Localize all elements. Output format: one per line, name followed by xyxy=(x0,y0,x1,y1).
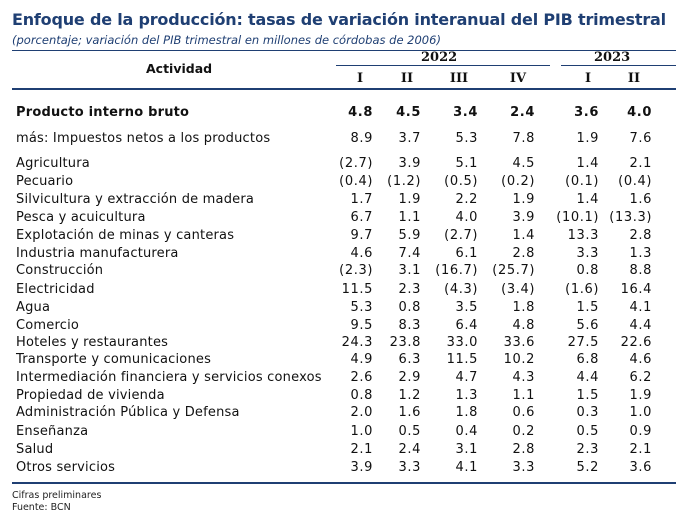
row-value: 1.6 xyxy=(629,192,652,207)
table-row xyxy=(16,105,676,123)
row-label: Construcción xyxy=(16,263,104,278)
row-value: 4.7 xyxy=(455,370,478,385)
row-value: 0.8 xyxy=(576,263,599,278)
table-row xyxy=(16,300,676,318)
row-value: (2.7) xyxy=(339,156,373,171)
column-header-activity: Actividad xyxy=(146,61,213,76)
row-value: 33.6 xyxy=(503,335,535,350)
row-label: Silvicultura y extracción de madera xyxy=(16,192,255,207)
row-value: 27.5 xyxy=(567,335,599,350)
row-value: 1.9 xyxy=(576,131,599,146)
row-value: 3.5 xyxy=(455,300,478,315)
row-value: 1.5 xyxy=(576,388,599,403)
footnote-preliminary: Cifras preliminares xyxy=(12,490,102,501)
column-header-quarter: I xyxy=(356,71,364,86)
row-value: (1.2) xyxy=(387,174,421,189)
row-value: (0.4) xyxy=(339,174,373,189)
row-value: 2.2 xyxy=(455,192,478,207)
row-label: Propiedad de vivienda xyxy=(16,388,165,403)
row-value: 4.5 xyxy=(512,156,535,171)
row-value: 1.1 xyxy=(512,388,535,403)
row-value: 5.9 xyxy=(398,228,421,243)
row-label: Comercio xyxy=(16,318,80,333)
row-value: (0.2) xyxy=(501,174,535,189)
row-value: 2.6 xyxy=(350,370,373,385)
row-value: 10.2 xyxy=(503,352,535,367)
report-subtitle: (porcentaje; variación del PIB trimestral en millones de córdobas de 2006) xyxy=(12,33,441,47)
table-row xyxy=(16,282,676,300)
row-value: 5.3 xyxy=(350,300,373,315)
row-label: Transporte y comunicaciones xyxy=(16,352,212,367)
row-value: 1.9 xyxy=(629,388,652,403)
row-value: 8.3 xyxy=(398,318,421,333)
year-2023-rule xyxy=(561,65,676,66)
row-label: Industria manufacturera xyxy=(16,246,179,261)
row-value: 1.0 xyxy=(629,405,652,420)
row-value: 2.9 xyxy=(398,370,421,385)
row-value: (0.1) xyxy=(565,174,599,189)
row-value: 0.5 xyxy=(576,424,599,439)
row-value: 2.8 xyxy=(512,442,535,457)
table-row xyxy=(16,335,676,353)
row-value: 4.0 xyxy=(455,210,478,225)
row-value: (0.5) xyxy=(444,174,478,189)
column-header-quarter: II xyxy=(627,71,641,86)
row-label: más: Impuestos netos a los productos xyxy=(16,131,271,146)
row-value: 2.3 xyxy=(576,442,599,457)
row-value: 6.1 xyxy=(455,246,478,261)
row-value: 0.6 xyxy=(512,405,535,420)
row-value: 3.1 xyxy=(455,442,478,457)
row-value: 2.8 xyxy=(512,246,535,261)
row-label: Pecuario xyxy=(16,174,74,189)
row-value: 4.6 xyxy=(350,246,373,261)
row-value: 4.3 xyxy=(512,370,535,385)
row-value: 1.4 xyxy=(512,228,535,243)
row-value: 1.9 xyxy=(512,192,535,207)
row-value: 1.5 xyxy=(576,300,599,315)
row-value: 2.3 xyxy=(398,282,421,297)
row-value: 4.9 xyxy=(350,352,373,367)
row-label: Salud xyxy=(16,442,54,457)
row-value: 2.4 xyxy=(398,442,421,457)
row-value: 6.2 xyxy=(629,370,652,385)
row-value: 0.9 xyxy=(629,424,652,439)
row-value: 3.4 xyxy=(453,105,478,120)
row-value: 4.4 xyxy=(629,318,652,333)
row-value: 3.6 xyxy=(574,105,599,120)
row-value: 5.3 xyxy=(455,131,478,146)
table-row xyxy=(16,442,676,460)
row-value: 2.8 xyxy=(629,228,652,243)
row-value: 0.8 xyxy=(398,300,421,315)
row-label: Hoteles y restaurantes xyxy=(16,335,169,350)
column-header-quarter: II xyxy=(400,71,414,86)
table-row xyxy=(16,131,676,149)
row-value: 6.8 xyxy=(576,352,599,367)
table-row xyxy=(16,174,676,192)
row-label: Explotación de minas y canteras xyxy=(16,228,235,243)
table-row xyxy=(16,263,676,281)
row-value: 2.0 xyxy=(350,405,373,420)
row-value: 4.6 xyxy=(629,352,652,367)
row-value: 1.3 xyxy=(455,388,478,403)
year-2022-rule xyxy=(336,65,550,66)
column-header-year-2022: 2022 xyxy=(421,50,458,65)
row-value: (16.7) xyxy=(435,263,478,278)
row-value: (3.4) xyxy=(501,282,535,297)
row-value: 0.3 xyxy=(576,405,599,420)
row-value: 3.6 xyxy=(629,460,652,475)
row-value: 4.1 xyxy=(455,460,478,475)
table-row xyxy=(16,352,676,370)
row-value: 4.8 xyxy=(512,318,535,333)
row-label: Electricidad xyxy=(16,282,95,297)
row-value: 9.5 xyxy=(350,318,373,333)
row-value: 22.6 xyxy=(620,335,652,350)
row-value: 4.0 xyxy=(627,105,652,120)
row-label: Otros servicios xyxy=(16,460,116,475)
row-value: 0.5 xyxy=(398,424,421,439)
row-label: Agua xyxy=(16,300,51,315)
row-value: 0.8 xyxy=(350,388,373,403)
row-value: 4.8 xyxy=(348,105,373,120)
row-value: (2.3) xyxy=(339,263,373,278)
row-label: Enseñanza xyxy=(16,424,89,439)
row-value: 2.1 xyxy=(350,442,373,457)
row-value: 5.6 xyxy=(576,318,599,333)
table-bottom-rule xyxy=(12,482,676,484)
row-value: 6.4 xyxy=(455,318,478,333)
row-value: 1.9 xyxy=(398,192,421,207)
row-value: 7.6 xyxy=(629,131,652,146)
row-value: 6.7 xyxy=(350,210,373,225)
row-value: 0.4 xyxy=(455,424,478,439)
header-top-rule xyxy=(12,50,676,51)
table-row xyxy=(16,210,676,228)
row-value: 5.2 xyxy=(576,460,599,475)
row-value: 9.7 xyxy=(350,228,373,243)
row-value: 1.2 xyxy=(398,388,421,403)
row-label: Producto interno bruto xyxy=(16,105,190,120)
row-value: (4.3) xyxy=(444,282,478,297)
row-value: 4.4 xyxy=(576,370,599,385)
row-label: Intermediación financiera y servicios conexos xyxy=(16,370,322,385)
table-row xyxy=(16,192,676,210)
row-value: 1.4 xyxy=(576,192,599,207)
column-header-year-2023: 2023 xyxy=(594,50,631,65)
footnote-source: Fuente: BCN xyxy=(12,502,71,513)
table-row xyxy=(16,370,676,388)
row-value: 3.3 xyxy=(576,246,599,261)
row-value: 24.3 xyxy=(341,335,373,350)
table-row xyxy=(16,405,676,423)
row-value: 0.2 xyxy=(512,424,535,439)
row-value: 6.3 xyxy=(398,352,421,367)
row-value: 7.8 xyxy=(512,131,535,146)
row-value: 3.3 xyxy=(512,460,535,475)
row-value: 1.4 xyxy=(576,156,599,171)
row-value: 3.9 xyxy=(350,460,373,475)
row-value: 4.1 xyxy=(629,300,652,315)
table-row xyxy=(16,228,676,246)
row-value: 4.5 xyxy=(396,105,421,120)
table-row xyxy=(16,460,676,478)
row-value: 3.9 xyxy=(398,156,421,171)
column-header-quarter: I xyxy=(584,71,592,86)
table-row xyxy=(16,246,676,264)
row-value: (2.7) xyxy=(444,228,478,243)
row-value: (10.1) xyxy=(556,210,599,225)
table-row xyxy=(16,156,676,174)
row-value: 5.1 xyxy=(455,156,478,171)
row-value: 7.4 xyxy=(398,246,421,261)
row-value: 2.1 xyxy=(629,156,652,171)
row-value: 3.9 xyxy=(512,210,535,225)
row-value: 11.5 xyxy=(446,352,478,367)
row-value: 1.3 xyxy=(629,246,652,261)
row-value: (0.4) xyxy=(618,174,652,189)
report-title: Enfoque de la producción: tasas de variación interanual del PIB trimestral xyxy=(12,10,666,29)
row-value: 1.7 xyxy=(350,192,373,207)
row-value: 11.5 xyxy=(341,282,373,297)
row-value: (13.3) xyxy=(609,210,652,225)
header-bottom-rule xyxy=(12,88,676,90)
row-value: 2.1 xyxy=(629,442,652,457)
row-value: 23.8 xyxy=(389,335,421,350)
row-value: 8.8 xyxy=(629,263,652,278)
table-row xyxy=(16,424,676,442)
row-value: 1.8 xyxy=(455,405,478,420)
row-value: 3.1 xyxy=(398,263,421,278)
table-row xyxy=(16,388,676,406)
table-row xyxy=(16,318,676,336)
row-value: 3.3 xyxy=(398,460,421,475)
row-value: 1.0 xyxy=(350,424,373,439)
row-value: (25.7) xyxy=(492,263,535,278)
row-label: Agricultura xyxy=(16,156,90,171)
row-value: 13.3 xyxy=(567,228,599,243)
column-header-quarter: III xyxy=(449,71,469,86)
row-value: 1.1 xyxy=(398,210,421,225)
row-value: 2.4 xyxy=(510,105,535,120)
row-value: 3.7 xyxy=(398,131,421,146)
row-value: 1.6 xyxy=(398,405,421,420)
row-value: (1.6) xyxy=(565,282,599,297)
column-header-quarter: IV xyxy=(509,71,527,86)
row-value: 1.8 xyxy=(512,300,535,315)
row-label: Administración Pública y Defensa xyxy=(16,405,240,420)
row-label: Pesca y acuicultura xyxy=(16,210,146,225)
row-value: 33.0 xyxy=(446,335,478,350)
row-value: 16.4 xyxy=(620,282,652,297)
row-value: 8.9 xyxy=(350,131,373,146)
